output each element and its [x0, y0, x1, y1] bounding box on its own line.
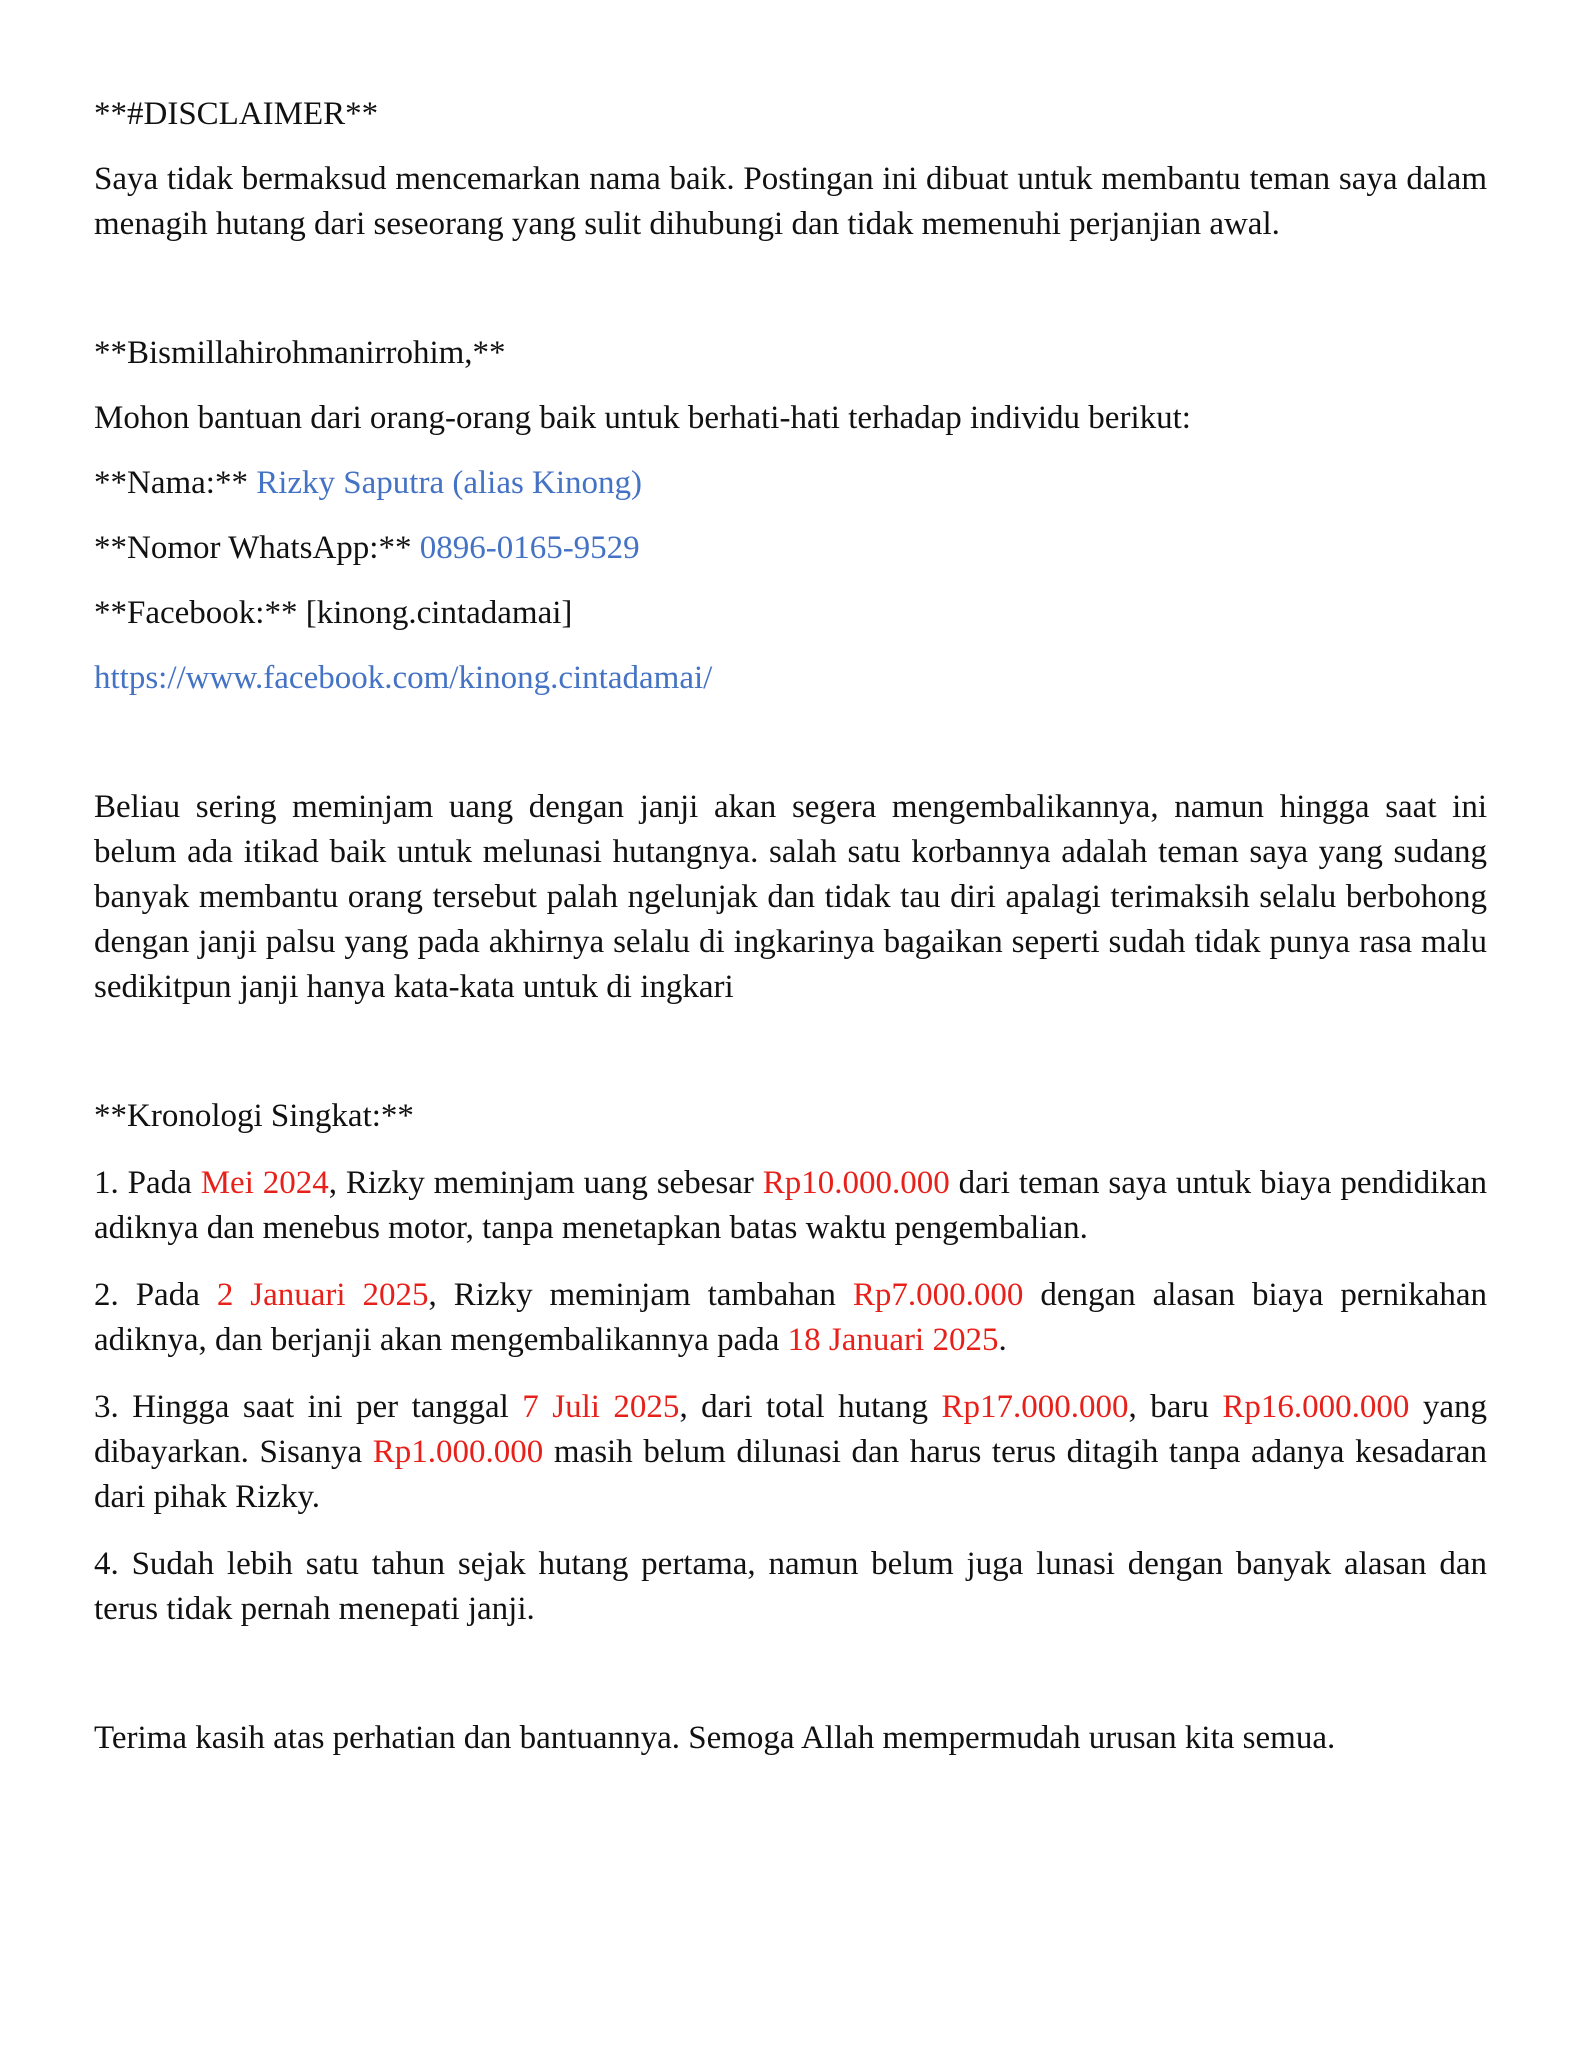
chronology-item-3-text: , baru	[1128, 1389, 1223, 1425]
chronology-item-2-due-date: 18 Januari 2025	[787, 1322, 999, 1358]
greeting: **Bismillahirohmanirrohim,**	[94, 335, 506, 371]
facebook-label: **Facebook:**	[94, 595, 298, 631]
disclaimer-heading: **#DISCLAIMER**	[94, 96, 379, 132]
disclaimer-text: Saya tidak bermaksud mencemarkan nama baik. Postingan ini dibuat untuk membantu teman saya dalam menagih hutang dari seseorang yang sulit dihubungi dan tidak memenuhi perjanjian awal.	[94, 161, 1487, 242]
name-label: **Nama:**	[94, 465, 248, 501]
chronology-item-1	[94, 1161, 1487, 1251]
chronology-item-3-text: yang dibayarkan. Sisanya	[94, 1389, 1487, 1470]
facebook-line	[94, 591, 1487, 636]
chronology-item-3-text: 3. Hingga saat ini per tanggal	[94, 1389, 523, 1425]
chronology-item-2-amount: Rp7.000.000	[852, 1277, 1024, 1313]
request-text: Mohon bantuan dari orang-orang baik untuk berhati-hati terhadap individu berikut:	[94, 400, 1191, 436]
facebook-handle: [kinong.cintadamai]	[305, 595, 573, 631]
whatsapp-number[interactable]: 0896-0165-9529	[419, 530, 640, 566]
chronology-item-3-text: , dari total hutang	[679, 1389, 942, 1425]
whatsapp-line	[94, 526, 1487, 571]
chronology-item-1-date: Mei 2024	[200, 1165, 329, 1201]
chronology-item-2-text: 2. Pada	[94, 1277, 217, 1313]
chronology-item-4: 4. Sudah lebih satu tahun sejak hutang pertama, namun belum juga lunasi dengan banyak alasan dan terus tidak pernah menepati janji.	[94, 1546, 1487, 1627]
description-paragraph: Beliau sering meminjam uang dengan janji akan segera mengembalikannya, namun hingga saat ini belum ada itikad baik untuk melunasi hutangnya. salah satu korbannya adalah teman saya yang sudang banyak membantu orang tersebut palah ngelunjak dan tidak tau diri apalagi terimaksih selalu berbohong dengan janji palsu yang pada akhirnya selalu di ingkarinya bagaikan seperti sudah tidak punya rasa malu sedikitpun janji hanya kata-kata untuk di ingkari	[94, 789, 1487, 1005]
facebook-url-line	[94, 656, 1487, 701]
chronology-item-2	[94, 1273, 1487, 1363]
chronology-item-3-text: masih belum dilunasi dan harus terus ditagih tanpa adanya kesadaran dari pihak Rizky.	[94, 1434, 1487, 1515]
chronology-item-3-date: 7 Juli 2025	[522, 1389, 680, 1425]
chronology-item-3-paid: Rp16.000.000	[1222, 1389, 1410, 1425]
chronology-item-2-text: dengan alasan biaya pernikahan adiknya, dan berjanji akan mengembalikannya pada	[94, 1277, 1488, 1358]
chronology-item-3-total: Rp17.000.000	[941, 1389, 1129, 1425]
chronology-item-1-text: , Rizky meminjam uang sebesar	[328, 1165, 763, 1201]
document-page	[94, 92, 1487, 1761]
chronology-item-2-text: .	[998, 1322, 1007, 1358]
chronology-item-1-text: dari teman saya untuk biaya pendidikan adiknya dan menebus motor, tanpa menetapkan batas waktu pengembalian.	[94, 1165, 1487, 1246]
name-line	[94, 461, 1487, 506]
chronology-item-3	[94, 1385, 1487, 1520]
chronology-item-1-text: 1. Pada	[94, 1165, 201, 1201]
chronology-item-2-text: , Rizky meminjam tambahan	[428, 1277, 853, 1313]
chronology-item-1-amount: Rp10.000.000	[762, 1165, 950, 1201]
name-value: Rizky Saputra (alias Kinong)	[256, 465, 643, 501]
chronology-item-2-date: 2 Januari 2025	[216, 1277, 429, 1313]
chronology-item-3-remaining: Rp1.000.000	[372, 1434, 544, 1470]
whatsapp-label: **Nomor WhatsApp:**	[94, 530, 412, 566]
closing-text: Terima kasih atas perhatian dan bantuannya. Semoga Allah mempermudah urusan kita semua.	[94, 1720, 1336, 1756]
facebook-url-link[interactable]: https://www.facebook.com/kinong.cintadamai/	[94, 660, 713, 696]
chronology-heading: **Kronologi Singkat:**	[94, 1098, 414, 1134]
